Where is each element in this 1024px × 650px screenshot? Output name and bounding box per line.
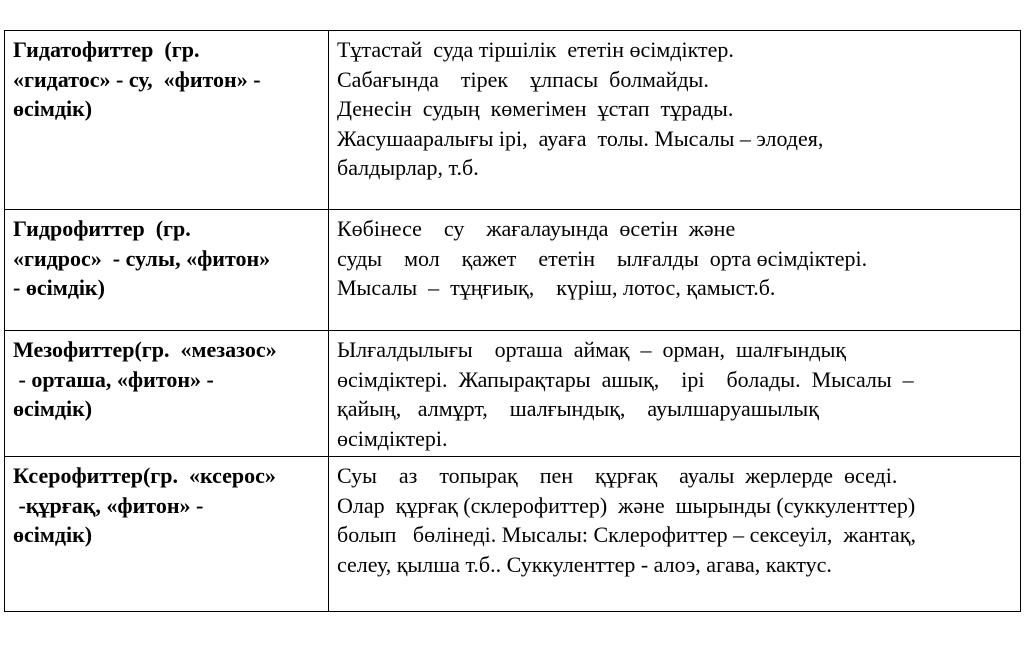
term-line: Мезофиттер(гр. «мезазос» [13, 337, 277, 362]
description-line: Тұтастай суда тіршілік ететін өсімдіктер. [337, 37, 734, 62]
table-row [5, 331, 1021, 457]
description-line: өсімдіктері. Жапырақтары ашық, ірі болады. Мысалы – [337, 366, 914, 392]
description-line: суды мол қажет ететін ылғалды орта өсімдіктері. [337, 245, 868, 271]
term-line: - орташа, «фитон» - [13, 366, 214, 392]
description-line: селеу, қылша т.б.. Суккуленттер - алоэ, агава, кактус. [337, 551, 832, 577]
table-row [5, 457, 1021, 612]
description-line: болып бөлінеді. Мысалы: Склерофиттер – сексеуіл, жантақ, [337, 522, 916, 547]
description-line: Жасушааралығы ірі, ауаға толы. Мысалы – элодея, [337, 125, 824, 151]
description-cell [329, 210, 1021, 331]
term-line: өсімдік) [13, 96, 93, 121]
table-row [5, 210, 1021, 331]
description-line: Көбінесе су жағалауында өсетін және [337, 216, 736, 241]
description-line: Суы аз топырақ пен құрғақ ауалы жерлерде өседі. [337, 463, 898, 488]
term-cell [5, 31, 329, 210]
plant-groups-table [4, 30, 1021, 612]
description-line: Денесін судың көмегімен ұстап тұрады. [337, 96, 734, 121]
term-line: өсімдік) [13, 522, 93, 547]
description-line: Олар құрғақ (склерофиттер) және шырынды (суккуленттер) [337, 492, 916, 518]
description-line: балдырлар, т.б. [337, 155, 479, 180]
description-line: Сабағында тірек ұлпасы болмайды. [337, 66, 709, 92]
term-line: Гидатофиттер (гр. [13, 37, 200, 62]
description-cell [329, 31, 1021, 210]
term-line: Ксерофиттер(гр. «ксерос» [13, 463, 276, 488]
term-line: өсімдік) [13, 396, 93, 421]
term-cell [5, 210, 329, 331]
term-line: «гидрос» - сулы, «фитон» [13, 245, 271, 271]
term-line: Гидрофиттер (гр. [13, 216, 191, 241]
table-row [5, 31, 1021, 210]
description-line: Мысалы – тұңғиық, күріш, лотос, қамыст.б. [337, 275, 776, 300]
term-cell [5, 457, 329, 612]
description-line: қайың, алмұрт, шалғындық, ауылшаруашылық [337, 396, 819, 421]
term-line: «гидатос» - су, «фитон» - [13, 66, 261, 92]
term-cell [5, 331, 329, 457]
description-cell [329, 331, 1021, 457]
description-cell [329, 457, 1021, 612]
description-line: Ылғалдылығы орташа аймақ – орман, шалғындық [337, 337, 847, 362]
description-line: өсімдіктері. [337, 425, 448, 451]
term-line: -құрғақ, «фитон» - [13, 492, 204, 518]
term-line: - өсімдік) [13, 275, 105, 300]
